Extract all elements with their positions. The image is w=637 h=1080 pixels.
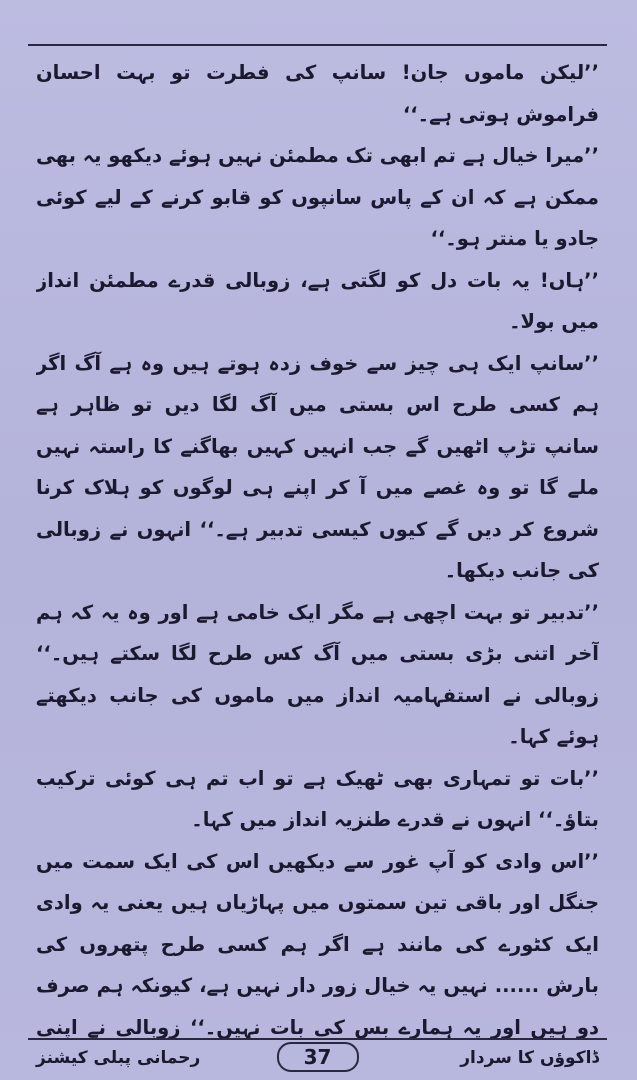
book-title: ڈاکوؤں کا سردار — [460, 1048, 599, 1068]
page-number: 37 — [277, 1042, 359, 1072]
paragraph: ’’ہاں! یہ بات دل کو لگتی ہے، زوبالی قدرے مطمئن انداز میں بولا۔ — [36, 268, 599, 333]
top-rule — [28, 44, 607, 46]
body-text — [36, 52, 599, 1042]
paragraph: ’’تدبیر تو بہت اچھی ہے مگر ایک خامی ہے اور وہ یہ کہ ہم آخر اتنی بڑی بستی میں آگ کس طرح لگا سکتے ہیں۔‘‘ زوبالی نے استفہامیہ انداز میں ماموں کی جانب دیکھتے ہوئے کہا۔ — [36, 600, 599, 748]
paragraph: ’’میرا خیال ہے تم ابھی تک مطمئن نہیں ہوئے دیکھو یہ بھی ممکن ہے کہ ان کے پاس سانپوں کو قابو کرنے کے لیے کوئی جادو یا منتر ہو۔‘‘ — [36, 144, 599, 250]
paragraph: ’’بات تو تمہاری بھی ٹھیک ہے تو اب تم ہی کوئی ترکیب بتاؤ۔‘‘ انہوں نے قدرے طنزیہ انداز میں کہا۔ — [36, 766, 599, 831]
paragraph: ’’لیکن ماموں جان! سانپ کی فطرت تو بہت احسان فراموش ہوتی ہے۔‘‘ — [36, 61, 599, 126]
page-footer — [28, 1040, 607, 1076]
publisher-name: رحمانی پبلی کیشنز — [36, 1048, 201, 1068]
paragraph: ’’سانپ ایک ہی چیز سے خوف زدہ ہوتے ہیں وہ ہے آگ اگر ہم کسی طرح اس بستی میں آگ لگا دیں تو ظاہر ہے سانپ تڑپ اٹھیں گے جب انہیں کہیں بھاگنے کا راستہ نہیں ملے گا تو وہ غصے میں آ کر اپنے ہی لوگوں کو ہلاک کرنا شروع کر دیں گے کیوں کیسی تدبیر ہے۔‘‘ انہوں نے زوبالی کی جانب دیکھا۔ — [36, 351, 599, 582]
paragraph: ’’اس وادی کو آپ غور سے دیکھیں اس کی ایک سمت میں جنگل اور باقی تین سمتوں میں پہاڑیاں ہیں یعنی یہ وادی ایک کٹورے کی مانند ہے اگر ہم کسی طرح پتھروں کی بارش ...... نہیں یہ خیال زور دار نہیں ہے، کیونکہ ہم صرف دو ہیں اور یہ ہمارے بس کی بات نہیں۔‘‘ زوبالی نے اپنی — [36, 849, 599, 1039]
